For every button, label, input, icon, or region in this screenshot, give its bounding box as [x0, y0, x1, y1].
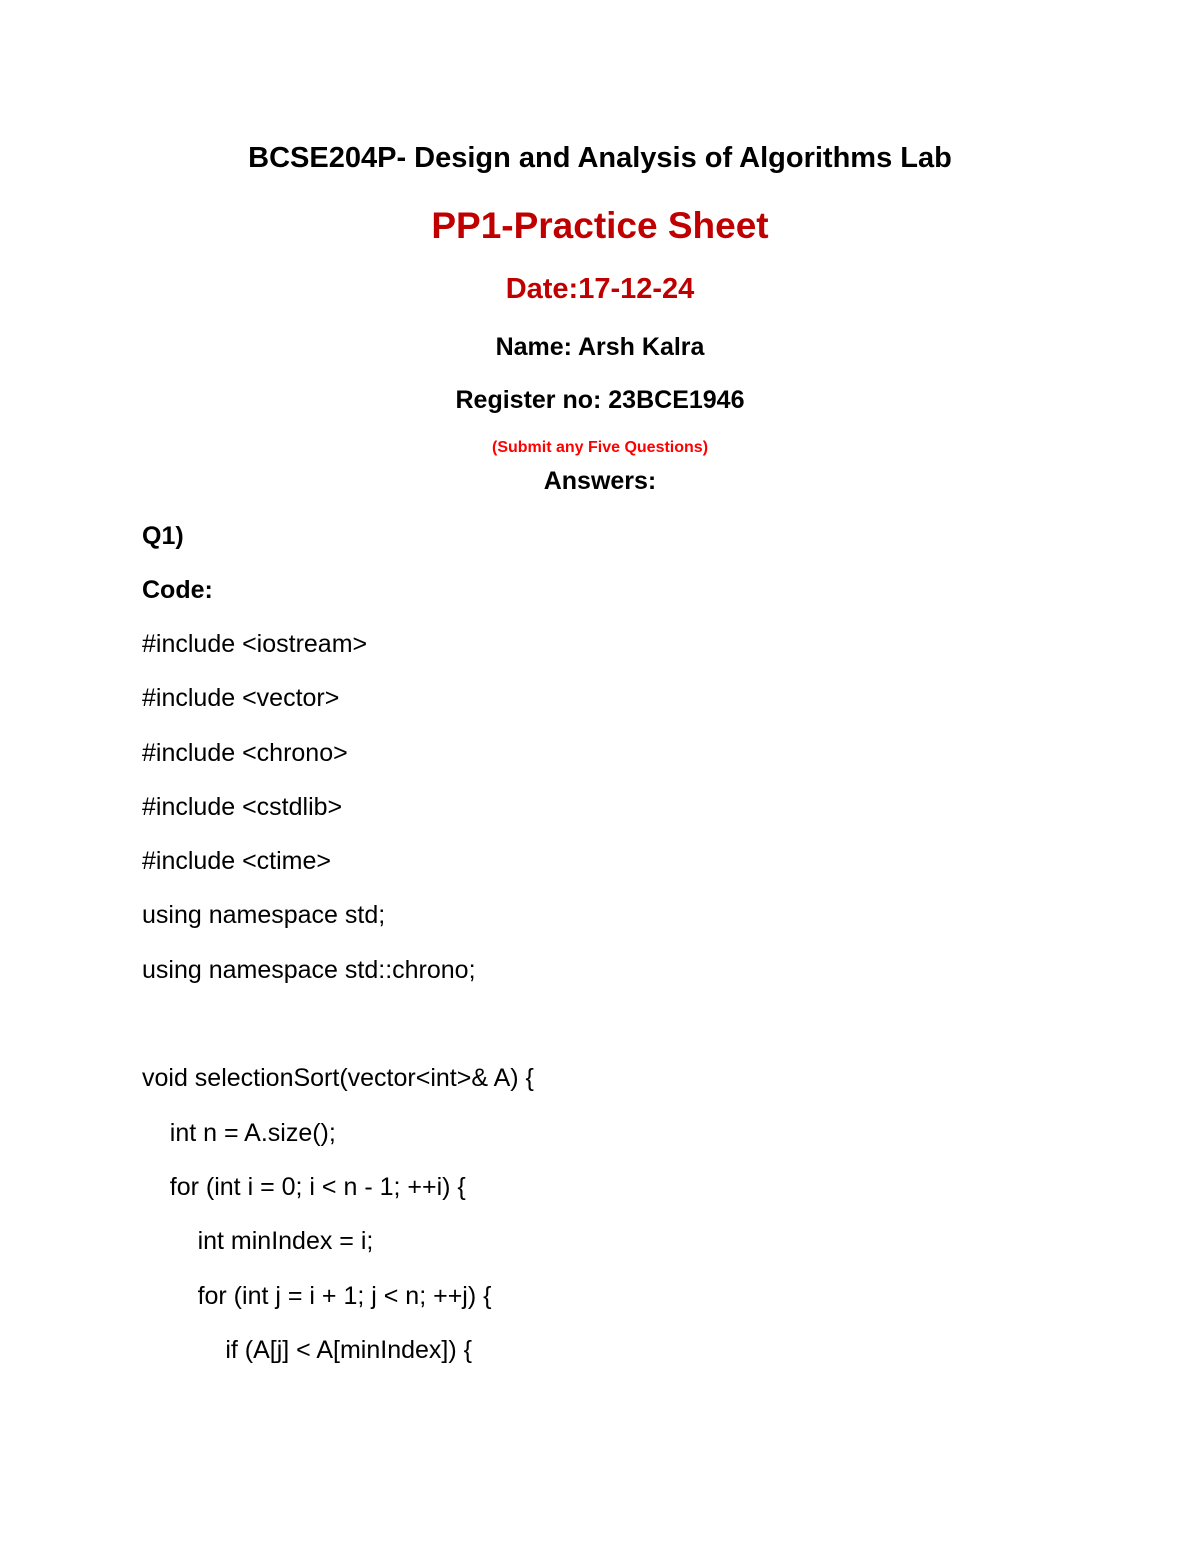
code-line: int n = A.size(); — [142, 1118, 336, 1147]
sheet-title: PP1-Practice Sheet — [431, 205, 769, 246]
code-line: #include <vector> — [142, 684, 340, 713]
code-line: #include <cstdlib> — [142, 792, 343, 821]
code-line: #include <iostream> — [142, 630, 368, 658]
code-line-blank — [142, 1008, 534, 1062]
answers-heading: Answers: — [543, 467, 657, 495]
code-label: Code: — [142, 576, 213, 604]
course-title: BCSE204P- Design and Analysis of Algorithms Lab — [248, 142, 952, 174]
register-number: Register no: 23BCE1946 — [455, 386, 745, 414]
code-line: void selectionSort(vector<int>& A) { — [142, 1064, 534, 1093]
code-line: #include <chrono> — [142, 738, 348, 767]
code-line: #include <ctime> — [142, 847, 332, 876]
code-line: if (A[j] < A[minIndex]) { — [142, 1335, 472, 1364]
instructions-note: (Submit any Five Questions) — [491, 439, 709, 456]
sheet-date: Date:17-12-24 — [505, 273, 695, 305]
code-line: using namespace std; — [142, 901, 386, 930]
question-label: Q1) — [142, 522, 184, 550]
code-line: using namespace std::chrono; — [142, 955, 476, 984]
code-line: for (int i = 0; i < n - 1; ++i) { — [142, 1172, 466, 1201]
code-line: for (int j = i + 1; j < n; ++j) { — [142, 1281, 492, 1310]
student-name: Name: Arsh Kalra — [495, 333, 705, 361]
code-line: int minIndex = i; — [142, 1227, 374, 1256]
code-block — [142, 628, 534, 1388]
